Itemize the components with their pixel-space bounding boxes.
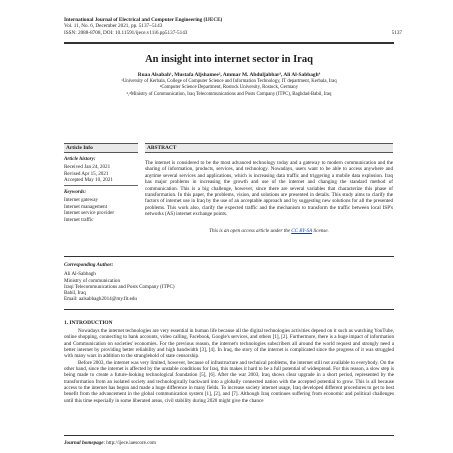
- journal-header: [64, 17, 402, 36]
- article-history: [64, 156, 138, 184]
- received-date: Received Jan 24, 2021: [64, 164, 111, 171]
- license-suffix: license.: [312, 228, 329, 234]
- affiliation-2: ²Computer Science Department, Rostock University, Rostock, Germany: [159, 85, 299, 91]
- page-footer: [64, 440, 394, 446]
- affiliation-3: ³,⁴Ministry of Communication, Iraq Telecommunications and Posts Company (ITPC), Baghdad-Babil, Iraq: [126, 91, 332, 97]
- keyword-item: Internet service provider: [64, 210, 115, 217]
- author-name: Ali Al-Sabbagh: [64, 271, 96, 278]
- footer-colon: :: [103, 440, 107, 446]
- journal-name: International Journal of Electrical and Computer Engineering (IJECE): [64, 17, 223, 23]
- journal-issn: ISSN: 2088-8708, DOI: 10.11591/ijece.v11i6.pp5137-5143: [64, 29, 188, 36]
- license-prefix: This is an open access article under the: [209, 228, 292, 234]
- introduction-body: [64, 328, 394, 404]
- corresponding-author-label: Corresponding Author:: [64, 262, 114, 268]
- intro-paragraph: Before 2003, the internet was very limited, however, because of infrastructure and technical problems, the internet still not available to everybody. On the other hand, since the internet is affected by the unstable conditions for Iraq, this makes it hard to be a full potential of widespread. For this reason, a slow step is being made to create a future-looking technological foundation [5], [6]. After the war 2003, Iraq shows clear upgrade in a short period, represented by the transformation from an isolated society and technologically backward into a globally connected nation with the accepted potential to grow. This is all because access to the internet has begun and made a huge difference in many fields. To increase society internet usage, Iraq developed different procedures to get to best benefit from the advancement in the global communication system [1], [2], and [7]. Although Iraq continues suffering from economic and political challenges until this time especially in some liberated areas, civil stability during 2020 might give the chance: [64, 359, 394, 404]
- corr-bottom-rule: [64, 309, 394, 310]
- accepted-date: Accepted May 10, 2021: [64, 177, 113, 184]
- abstract-heading: ABSTRACT: [145, 143, 393, 153]
- article-history-label: Article history:: [64, 156, 96, 162]
- paper-title: An insight into internet sector in Iraq: [145, 54, 313, 65]
- page-number: 5137: [391, 29, 402, 36]
- journal-volume: Vol. 11, No. 6, December 2021, pp. 5137~5143: [64, 23, 163, 30]
- introduction-heading: 1. INTRODUCTION: [64, 320, 113, 326]
- footer-rule: [64, 435, 394, 436]
- footer-label: Journal homepage: [64, 440, 104, 446]
- author-email: Email: aalsabbagh2014@my.fit.edu: [64, 296, 137, 303]
- corresponding-author: [64, 262, 394, 303]
- history-divider: [64, 185, 138, 186]
- keyword-item: Internet gateway: [64, 197, 99, 204]
- header-rule: [64, 42, 394, 44]
- info-bottom-rule: [64, 256, 394, 257]
- license-link[interactable]: CC BY-SA: [291, 228, 313, 234]
- author-location: Babil, Iraq: [64, 290, 86, 297]
- affiliations: [64, 79, 394, 98]
- keywords-label: Keywords:: [64, 189, 87, 195]
- intro-paragraph: Nowadays the internet technologies are very essential in human life because all the digital technologies activities depend on it such as watching YouTube, online shopping, connecting to bank accounts, video calling, Facebook, Google's services, and others [1], [2]. Furthermore, there is a huge impact of information and Communication on societies' economies. For the previous reason, the internet's technologies subscribers all around the world request and strongly need a better internet by providing better reliability and high bandwidth [3], [4]. In Iraq, the story of the internet is complicated since the progress of it was struggled with many wars in addition to the stranglehold of state censorship.: [64, 328, 394, 360]
- keyword-item: Internet traffic: [64, 216, 94, 223]
- affiliation-1: ¹University of Kerbala, College of Computer Science and Information Technology, IT department, Kerbala, Iraq: [121, 79, 337, 84]
- revised-date: Revised Apr 15, 2021: [64, 170, 109, 177]
- article-info-heading: Article Info: [64, 143, 138, 153]
- author-list: Ruaa Alsabah¹, Mustafa Aljshamee², Ammar M. Abduljabbar³, Ali Al-Sabbagh⁴: [137, 72, 321, 78]
- author-company: Iraqi Telecommunications and Posts Company (ITPC): [64, 283, 175, 290]
- keyword-item: Internet management: [64, 203, 108, 210]
- abstract-text: The internet is considered to be the most advanced technology today and a gateway to modern communication and the sharing of information, products, services, and technology. Nowadays, users want to be able to access anywhere and anytime several services and applications, which is increasing data traffic and triggering a mobile data explosion. Iraq has major problems in increasing the growth and use of the internet and changing the standard method of communication. This is a big challenge, however, since there are several variables that characterize this phase of transformation. In this paper, the problems, vision, and solutions are presented in details. This study aims to clarify the factors of internet use in Iraq by the use of an acceptable approach and by suggesting new solutions for all the presented problems. This work also, clarify the expected traffic and the mechanism to transform the traffic between local ISP's networks (AS) internet exchange points.: [145, 160, 393, 218]
- footer-url[interactable]: http://ijece.iaescore.com: [106, 440, 156, 446]
- author-org: Ministry of communication: [64, 277, 121, 284]
- keywords-block: [64, 189, 138, 223]
- license-line: [145, 228, 393, 234]
